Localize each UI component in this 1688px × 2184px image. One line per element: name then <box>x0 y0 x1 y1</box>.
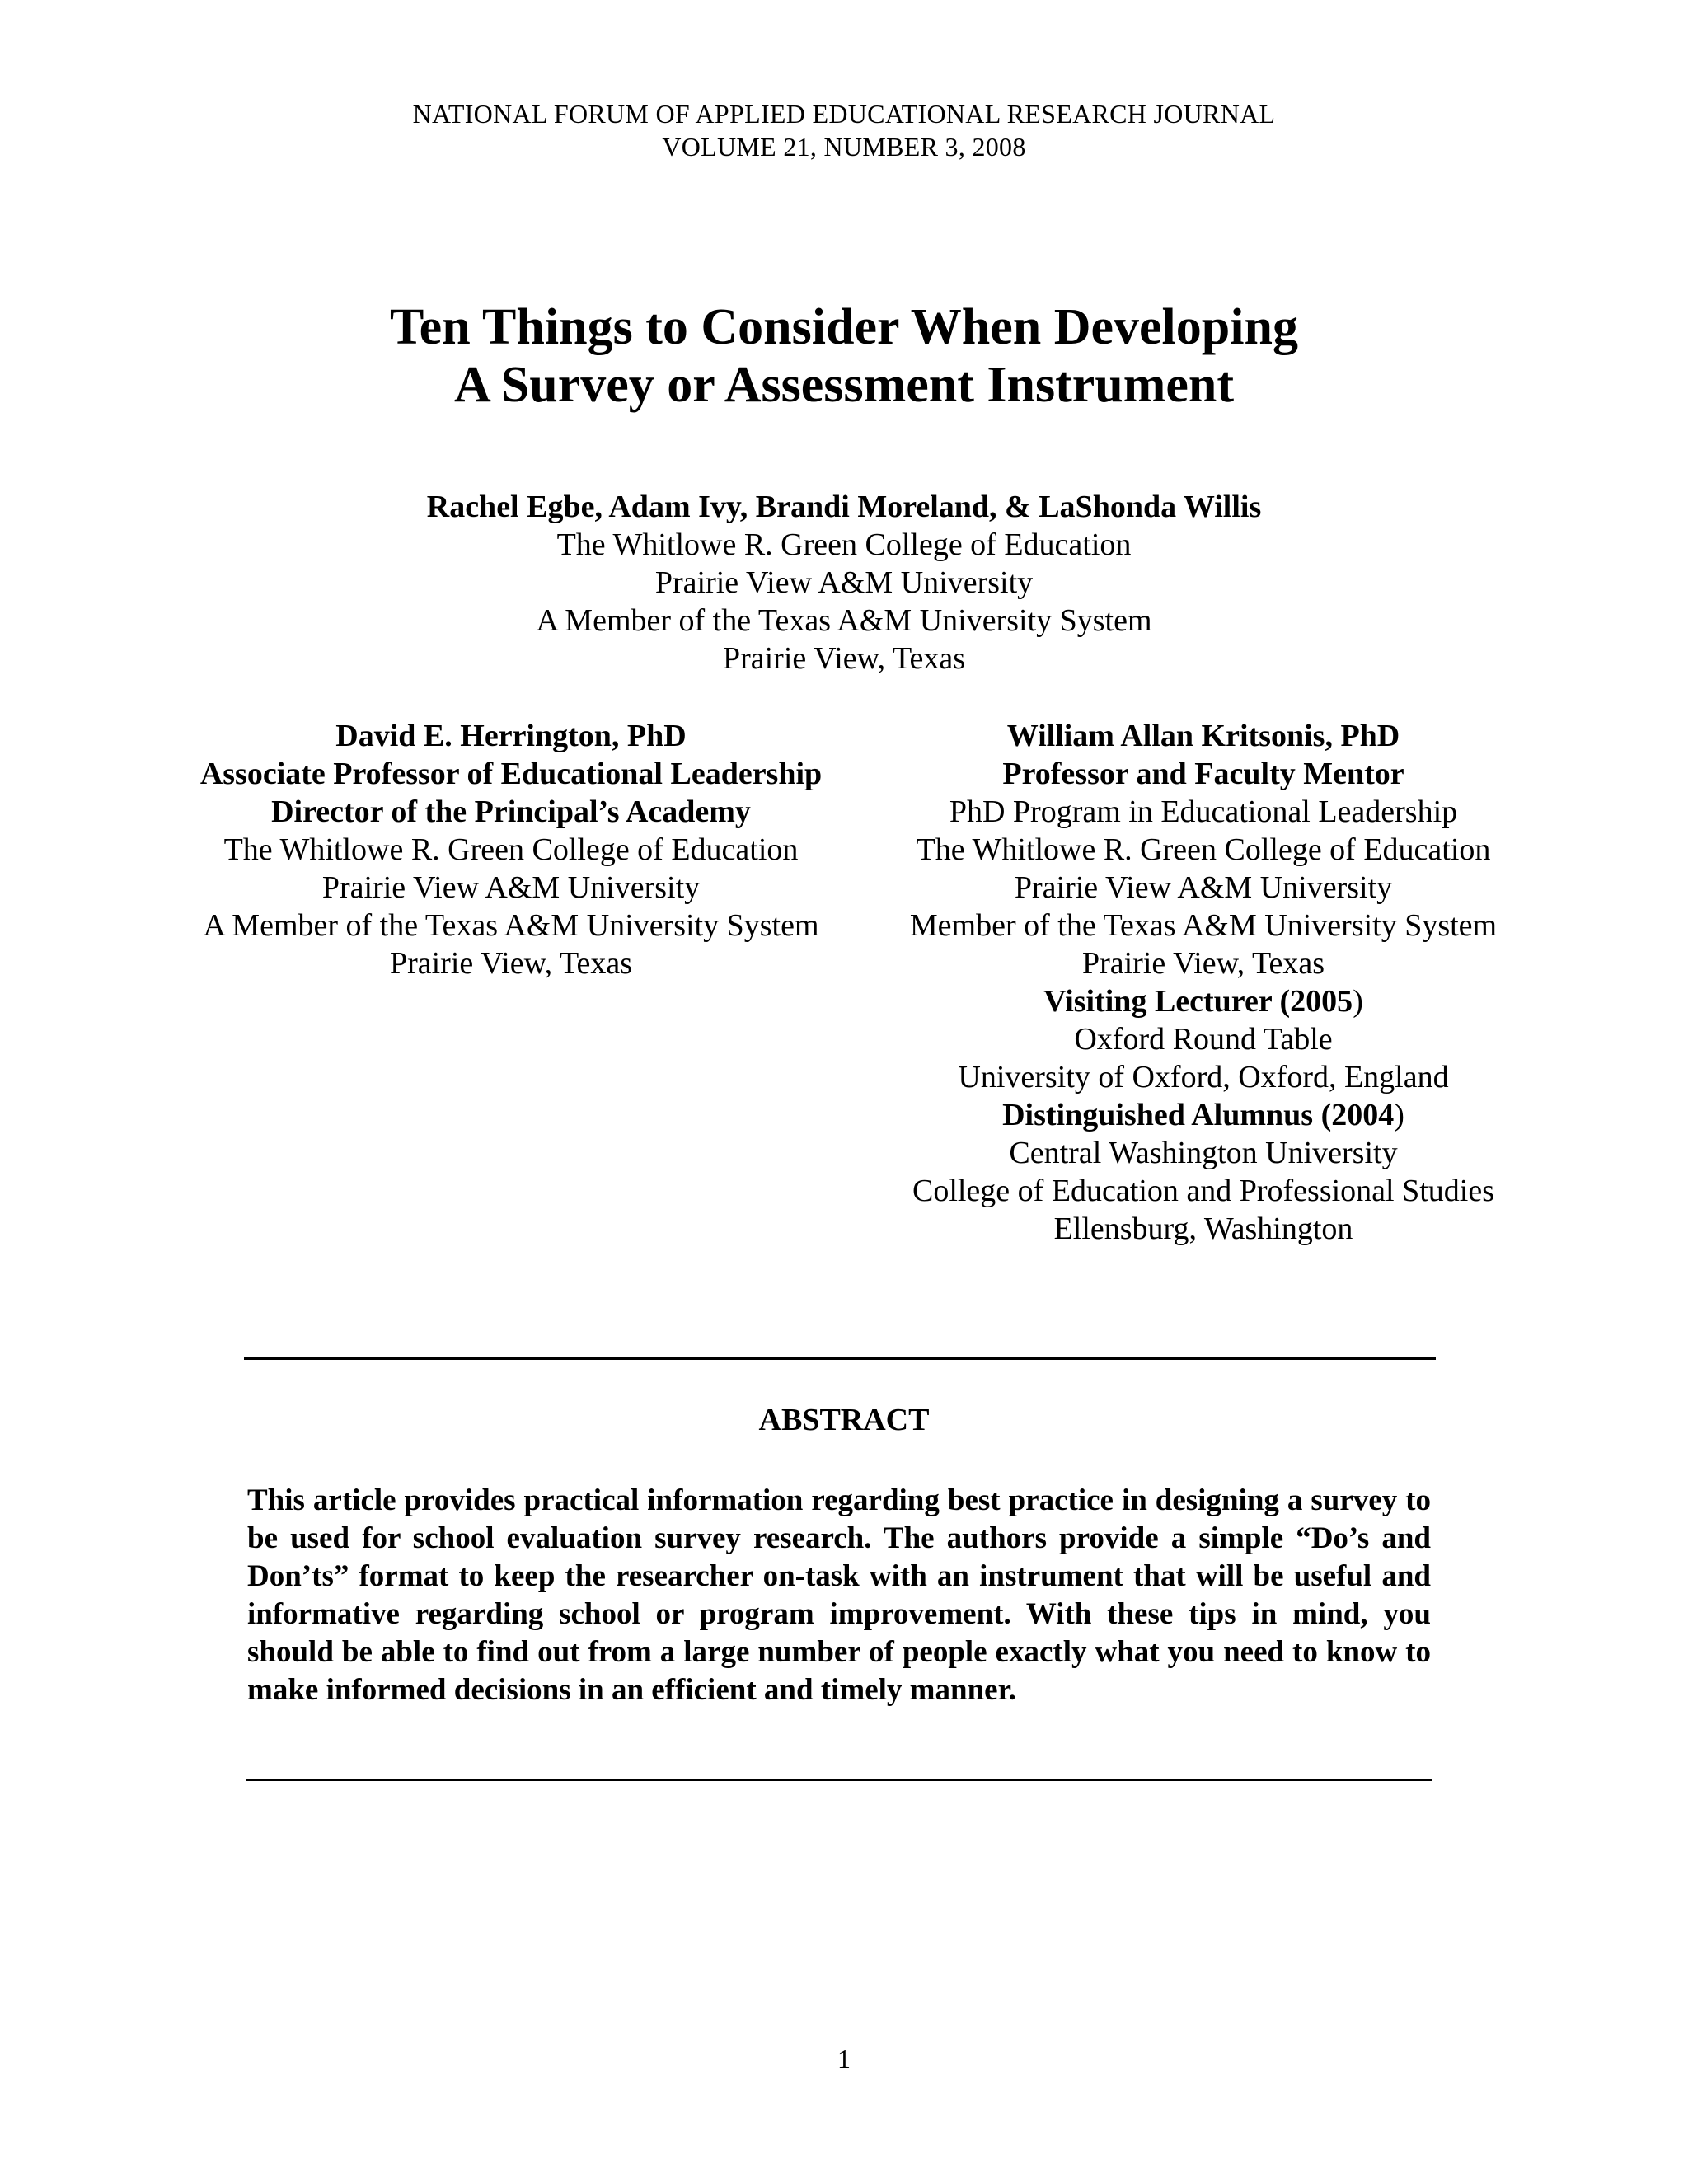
title-line-2: A Survey or Assessment Instrument <box>453 357 1235 413</box>
author-left-affiliation-line: The Whitlowe R. Green College of Education <box>223 832 799 867</box>
honor-line: University of Oxford, Oxford, England <box>958 1060 1449 1094</box>
author-left-title: Associate Professor of Educational Leadership <box>199 757 823 791</box>
honor-heading <box>857 1096 1550 1134</box>
author-left-affiliation-line: Prairie View, Texas <box>389 946 633 981</box>
divider-rule <box>244 1357 1436 1360</box>
article-title <box>0 298 1688 414</box>
honor-title: Distinguished Alumnus (2004 <box>1002 1098 1395 1132</box>
primary-affiliation-line: A Member of the Texas A&M University System <box>536 603 1152 638</box>
honor-heading <box>857 982 1550 1020</box>
honor-line: Central Washington University <box>1009 1136 1398 1170</box>
honor-paren: ) <box>1353 984 1363 1019</box>
primary-author-names: Rachel Egbe, Adam Ivy, Brandi Moreland, & LaShonda Willis <box>426 490 1262 524</box>
author-left-block <box>165 717 857 982</box>
author-right-block <box>857 717 1550 1248</box>
author-right-affiliation-line: The Whitlowe R. Green College of Education <box>916 832 1491 867</box>
title-line-1: Ten Things to Consider When Developing <box>390 299 1298 355</box>
abstract-heading: ABSTRACT <box>758 1403 930 1437</box>
author-left-affiliation-line: A Member of the Texas A&M University System <box>203 908 819 943</box>
honor-line: College of Education and Professional Studies <box>912 1174 1495 1208</box>
author-right-affiliation-line: Prairie View, Texas <box>1081 946 1325 981</box>
primary-affiliation-line: The Whitlowe R. Green College of Education <box>556 527 1132 562</box>
author-left-affiliation-line: Prairie View A&M University <box>321 870 701 905</box>
author-right-title: Professor and Faculty Mentor <box>1002 757 1404 791</box>
primary-authors <box>0 488 1688 677</box>
journal-name: NATIONAL FORUM OF APPLIED EDUCATIONAL RESEARCH JOURNAL <box>412 99 1276 129</box>
author-right-affiliation-line: PhD Program in Educational Leadership <box>949 794 1458 829</box>
honor-line: Ellensburg, Washington <box>1053 1212 1353 1246</box>
author-right-name: William Allan Kritsonis, PhD <box>1006 719 1400 753</box>
author-right-affiliation-line: Member of the Texas A&M University System <box>909 908 1498 943</box>
primary-affiliation-line: Prairie View A&M University <box>654 565 1034 600</box>
author-right-affiliation-line: Prairie View A&M University <box>1014 870 1393 905</box>
honor-paren: ) <box>1394 1098 1404 1132</box>
abstract-body: This article provides practical information regarding best practice in designing a survey to be used for school evaluation survey research. The authors provide a simple “Do’s and Don’ts” format to keep the researcher on-task with an instrument that will be useful and informative regarding school or program improvement. With these tips in mind, you should be able to find out from a large number of people exactly what you need to know to make informed decisions in an efficient and timely manner. <box>247 1483 1431 1707</box>
journal-header <box>0 97 1688 163</box>
primary-affiliation-line: Prairie View, Texas <box>722 641 966 676</box>
journal-volume: VOLUME 21, NUMBER 3, 2008 <box>662 132 1026 162</box>
page-number: 1 <box>837 2044 851 2074</box>
author-left-name: David E. Herrington, PhD <box>335 719 687 753</box>
honor-line: Oxford Round Table <box>1074 1022 1333 1057</box>
honor-title: Visiting Lecturer (2005 <box>1043 984 1353 1019</box>
author-left-title: Director of the Principal’s Academy <box>271 794 751 829</box>
divider-rule <box>246 1779 1432 1781</box>
